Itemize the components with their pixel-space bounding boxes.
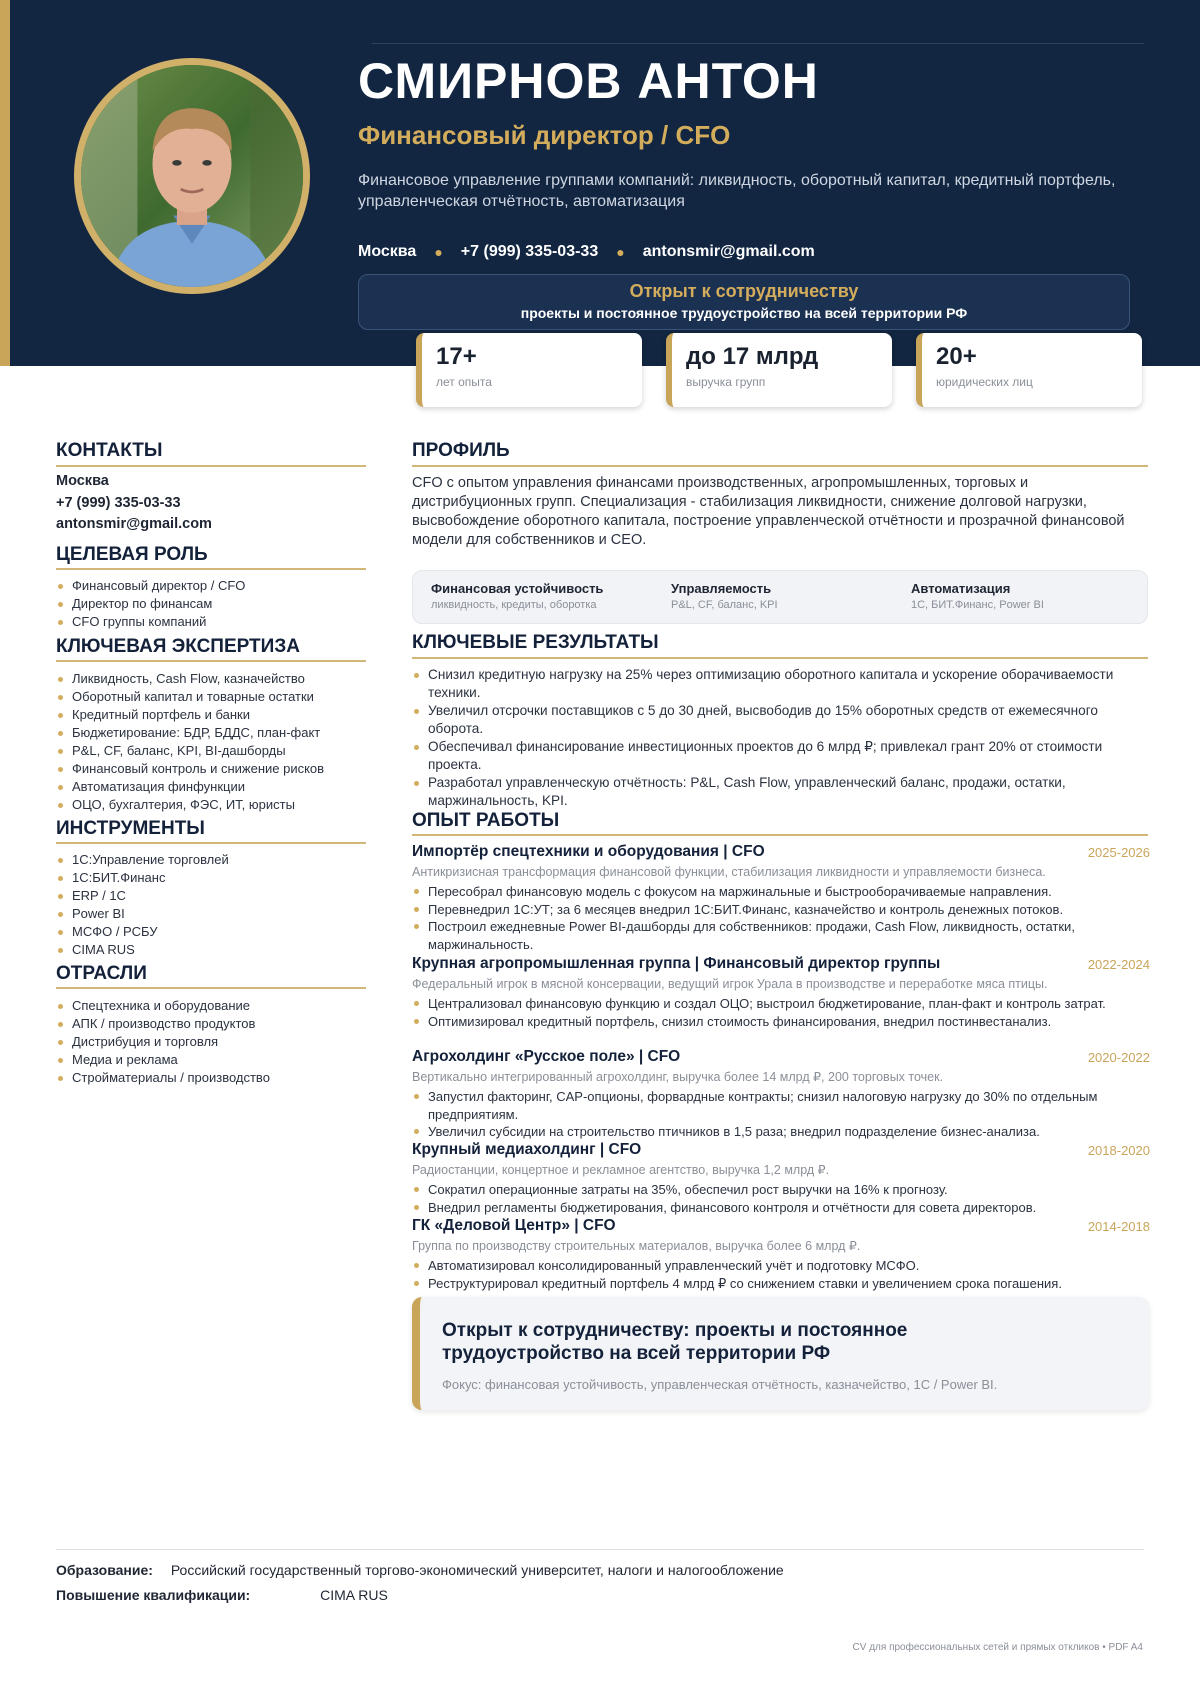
- section-divider: [56, 987, 366, 989]
- open-to-work-subtitle: проекты и постоянное трудоустройство на всей территории РФ: [520, 305, 968, 321]
- job-years: 2020-2022: [1087, 1050, 1150, 1065]
- bullet-dot-icon: ●: [434, 244, 443, 260]
- section-divider: [412, 465, 1148, 467]
- list-item: Увеличил отсрочки поставщиков с 5 до 30 дней, высвободив до 15% оборотных средств от ежемесячного оборота.: [412, 702, 1147, 738]
- job-header: [412, 1141, 1150, 1161]
- header-contacts: [358, 243, 815, 261]
- list-item: Увеличил субсидии на строительство птичников в 1,5 раза; внедрил подразделение бизнес-анализа.: [412, 1123, 1150, 1141]
- job-header: [412, 955, 1150, 975]
- job-bullets: [412, 1257, 1150, 1292]
- list-item: Построил ежедневные Power BI-дашборды для собственников: продажи, Cash Flow, ликвидность, остатки, маржинальность.: [412, 918, 1150, 953]
- job-entry: [412, 1048, 1150, 1141]
- stat-value: до 17 млрд: [686, 343, 819, 370]
- list-item: Автоматизация финфункции: [56, 778, 376, 796]
- cta-title: Открыт к сотрудничеству: проекты и постоянное трудоустройство на всей территории РФ: [442, 1320, 908, 1364]
- focus-item-subtitle: ликвидность, кредиты, оборотка: [431, 599, 597, 611]
- tools-list: [56, 851, 366, 959]
- list-item: Финансовый контроль и снижение рисков: [56, 760, 376, 778]
- job-entry: [412, 1217, 1150, 1292]
- header-summary: Финансовое управление группами компаний: ликвидность, оборотный капитал, кредитный портфель, управленческая отчётность, автоматизация: [358, 172, 1116, 210]
- list-item: Оборотный капитал и товарные остатки: [56, 688, 376, 706]
- contact-city: Москва: [56, 473, 109, 489]
- focus-item-subtitle: P&L, CF, баланс, KPI: [671, 599, 778, 611]
- target-role-list: [56, 577, 366, 631]
- list-item: Спецтехника и оборудование: [56, 997, 376, 1015]
- expertise-list: [56, 670, 376, 814]
- header-email[interactable]: antonsmir@gmail.com: [642, 243, 815, 260]
- header-phone[interactable]: +7 (999) 335-03-33: [460, 243, 599, 260]
- header-city: Москва: [358, 243, 417, 260]
- job-description: Радиостанции, концертное и рекламное агентство, выручка 1,2 млрд ₽.: [412, 1163, 830, 1177]
- education-value: Российский государственный торгово-экономический университет, налоги и налогообложение: [170, 1562, 784, 1578]
- job-bullets: [412, 883, 1150, 953]
- stat-value: 17+: [436, 343, 477, 370]
- qualification-value: CIMA RUS: [320, 1587, 388, 1603]
- section-title-results: КЛЮЧЕВЫЕ РЕЗУЛЬТАТЫ: [412, 632, 659, 653]
- job-years: 2022-2024: [1087, 957, 1150, 972]
- focus-areas-panel: [412, 570, 1148, 624]
- list-item: Сократил операционные затраты на 35%, обеспечил рост выручки на 16% к прогнозу.: [412, 1181, 1150, 1199]
- focus-item-title: Финансовая устойчивость: [431, 581, 604, 596]
- footer-note: CV для профессиональных сетей и прямых откликов • PDF A4: [852, 1642, 1143, 1653]
- footer-divider: [56, 1549, 1144, 1550]
- list-item: Пересобрал финансовую модель с фокусом на маржинальные и быстрооборачиваемые направления.: [412, 883, 1150, 901]
- job-description: Вертикально интегрированный агрохолдинг, выручка более 14 млрд ₽, 200 торговых точек.: [412, 1070, 944, 1084]
- list-item: CFO группы компаний: [56, 613, 366, 631]
- list-item: Кредитный портфель и банки: [56, 706, 376, 724]
- stat-label: лет опыта: [436, 375, 492, 389]
- list-item: P&L, CF, баланс, KPI, BI-дашборды: [56, 742, 376, 760]
- list-item: Ликвидность, Cash Flow, казначейство: [56, 670, 376, 688]
- job-title: ГК «Деловой Центр» | CFO: [412, 1217, 616, 1234]
- job-description: Федеральный игрок в мясной консервации, ведущий игрок Урала в производстве и переработке мяса птицы.: [412, 977, 1048, 991]
- stat-label: юридических лиц: [936, 375, 1033, 389]
- contacts-list: [56, 471, 212, 536]
- job-entry: [412, 843, 1150, 953]
- section-divider: [56, 842, 366, 844]
- contact-phone[interactable]: +7 (999) 335-03-33: [56, 494, 181, 511]
- section-title-industries: ОТРАСЛИ: [56, 963, 147, 984]
- focus-item-title: Автоматизация: [911, 581, 1011, 596]
- list-item: Оптимизировал кредитный портфель, снизил стоимость финансирования, внедрил постинвестанализ.: [412, 1013, 1150, 1031]
- list-item: Бюджетирование: БДР, БДДС, план-факт: [56, 724, 376, 742]
- job-header: [412, 1048, 1150, 1068]
- section-title-contacts: КОНТАКТЫ: [56, 440, 163, 461]
- stat-value: 20+: [936, 343, 977, 370]
- focus-item-automation: [911, 581, 1044, 611]
- job-title: Крупная агропромышленная группа | Финансовый директор группы: [412, 955, 941, 972]
- list-item: Внедрил регламенты бюджетирования, финансового контроля и отчётности для совета директоров.: [412, 1199, 1150, 1217]
- job-years: 2014-2018: [1087, 1219, 1150, 1234]
- qualification-label: Повышение квалификации:: [56, 1587, 251, 1603]
- job-header: [412, 1217, 1150, 1237]
- section-divider: [412, 834, 1148, 836]
- list-item: МСФО / РСБУ: [56, 923, 366, 941]
- candidate-role: Финансовый директор / CFO: [358, 120, 731, 150]
- list-item: Снизил кредитную нагрузку на 25% через оптимизацию оборотного капитала и ускорение оборачиваемости техники.: [412, 666, 1147, 702]
- section-title-target-role: ЦЕЛЕВАЯ РОЛЬ: [56, 544, 208, 565]
- list-item: Перевнедрил 1С:УТ; за 6 месяцев внедрил 1С:БИТ.Финанс, казначейство и контроль денежных потоков.: [412, 901, 1150, 919]
- job-bullets: [412, 1088, 1150, 1141]
- stat-card-revenue: [666, 333, 892, 407]
- focus-item-stability: [431, 581, 603, 611]
- list-item: Директор по финансам: [56, 595, 366, 613]
- education-row: [56, 1562, 784, 1578]
- list-item: Автоматизировал консолидированный управленческий учёт и подготовку МСФО.: [412, 1257, 1150, 1275]
- job-header: [412, 843, 1150, 863]
- job-years: 2018-2020: [1087, 1143, 1150, 1158]
- focus-item-subtitle: 1С, БИТ.Финанс, Power BI: [911, 599, 1044, 611]
- list-item: CIMA RUS: [56, 941, 366, 959]
- list-item: Power BI: [56, 905, 366, 923]
- open-to-work-banner: [358, 274, 1130, 330]
- job-bullets: [412, 1181, 1150, 1216]
- contact-email[interactable]: antonsmir@gmail.com: [56, 516, 212, 532]
- qualification-row: [56, 1587, 388, 1603]
- list-item: Запустил факторинг, CAP-опционы, форвардные контракты; снизил налоговую нагрузку до 30% по отдельным предприятиям.: [412, 1088, 1150, 1123]
- section-divider: [56, 465, 366, 467]
- profile-text: CFO с опытом управления финансами производственных, агропромышленных, торговых и дистрибуционных групп. Специализация - стабилизация ликвидности, снижение долговой нагрузки, высвобождение оборотного капитала, построение управленческой отчётности и прозрачной финансовой модели для собственников и CEO.: [412, 475, 1125, 548]
- job-title: Импортёр спецтехники и оборудования | CFO: [412, 843, 765, 860]
- stat-card-entities: [916, 333, 1142, 407]
- list-item: Дистрибуция и торговля: [56, 1033, 376, 1051]
- education-label: Образование:: [56, 1562, 153, 1578]
- header-accent-bar: [0, 0, 10, 366]
- stat-card-experience: [416, 333, 642, 407]
- list-item: АПК / производство продуктов: [56, 1015, 376, 1033]
- list-item: Финансовый директор / CFO: [56, 577, 366, 595]
- list-item: Централизовал финансовую функцию и создал ОЦО; выстроил бюджетирование, план-факт и контроль затрат.: [412, 995, 1150, 1013]
- list-item: Обеспечивал финансирование инвестиционных проектов до 6 млрд ₽; привлекал грант 20% от стоимости проекта.: [412, 738, 1147, 774]
- section-divider: [412, 657, 1148, 659]
- section-title-experience: ОПЫТ РАБОТЫ: [412, 810, 560, 831]
- job-entry: [412, 1141, 1150, 1216]
- avatar: [74, 58, 310, 294]
- job-bullets: [412, 995, 1150, 1030]
- open-to-work-title: Открыт к сотрудничеству: [629, 281, 859, 301]
- avatar-portrait: [81, 65, 303, 287]
- section-title-expertise: КЛЮЧЕВАЯ ЭКСПЕРТИЗА: [56, 636, 300, 657]
- list-item: ОЦО, бухгалтерия, ФЭС, ИТ, юристы: [56, 796, 376, 814]
- job-description: Антикризисная трансформация финансовой функции, стабилизация ликвидности и управляемости бизнеса.: [412, 865, 1046, 879]
- bullet-dot-icon: ●: [616, 244, 625, 260]
- results-list: [412, 666, 1147, 810]
- industries-list: [56, 997, 376, 1087]
- candidate-name: СМИРНОВ АНТОН: [358, 53, 819, 109]
- stat-label: выручка групп: [686, 375, 766, 389]
- focus-item-title: Управляемость: [671, 581, 772, 596]
- job-description: Группа по производству строительных материалов, выручка более 6 млрд ₽.: [412, 1239, 861, 1253]
- list-item: 1С:БИТ.Финанс: [56, 869, 366, 887]
- focus-item-manageability: [671, 581, 778, 611]
- job-title: Крупный медиахолдинг | CFO: [412, 1141, 642, 1158]
- section-divider: [56, 568, 366, 570]
- section-title-profile: ПРОФИЛЬ: [412, 440, 510, 461]
- section-divider: [56, 660, 366, 662]
- list-item: Реструктурировал кредитный портфель 4 млрд ₽ со снижением ставки и увеличением срока погашения.: [412, 1275, 1150, 1293]
- list-item: ERP / 1С: [56, 887, 366, 905]
- section-title-tools: ИНСТРУМЕНТЫ: [56, 818, 205, 839]
- header-divider: [372, 43, 1144, 44]
- cta-subtitle: Фокус: финансовая устойчивость, управленческая отчётность, казначейство, 1С / Power BI.: [442, 1377, 998, 1392]
- list-item: Стройматериалы / производство: [56, 1069, 376, 1087]
- list-item: 1С:Управление торговлей: [56, 851, 366, 869]
- cta-open-to-work: [412, 1297, 1149, 1410]
- job-entry: [412, 955, 1150, 1030]
- list-item: Разработал управленческую отчётность: P&L, Cash Flow, управленческий баланс, продажи, остатки, маржинальность, KPI.: [412, 774, 1147, 810]
- job-years: 2025-2026: [1087, 845, 1150, 860]
- job-title: Агрохолдинг «Русское поле» | CFO: [412, 1048, 681, 1065]
- list-item: Медиа и реклама: [56, 1051, 376, 1069]
